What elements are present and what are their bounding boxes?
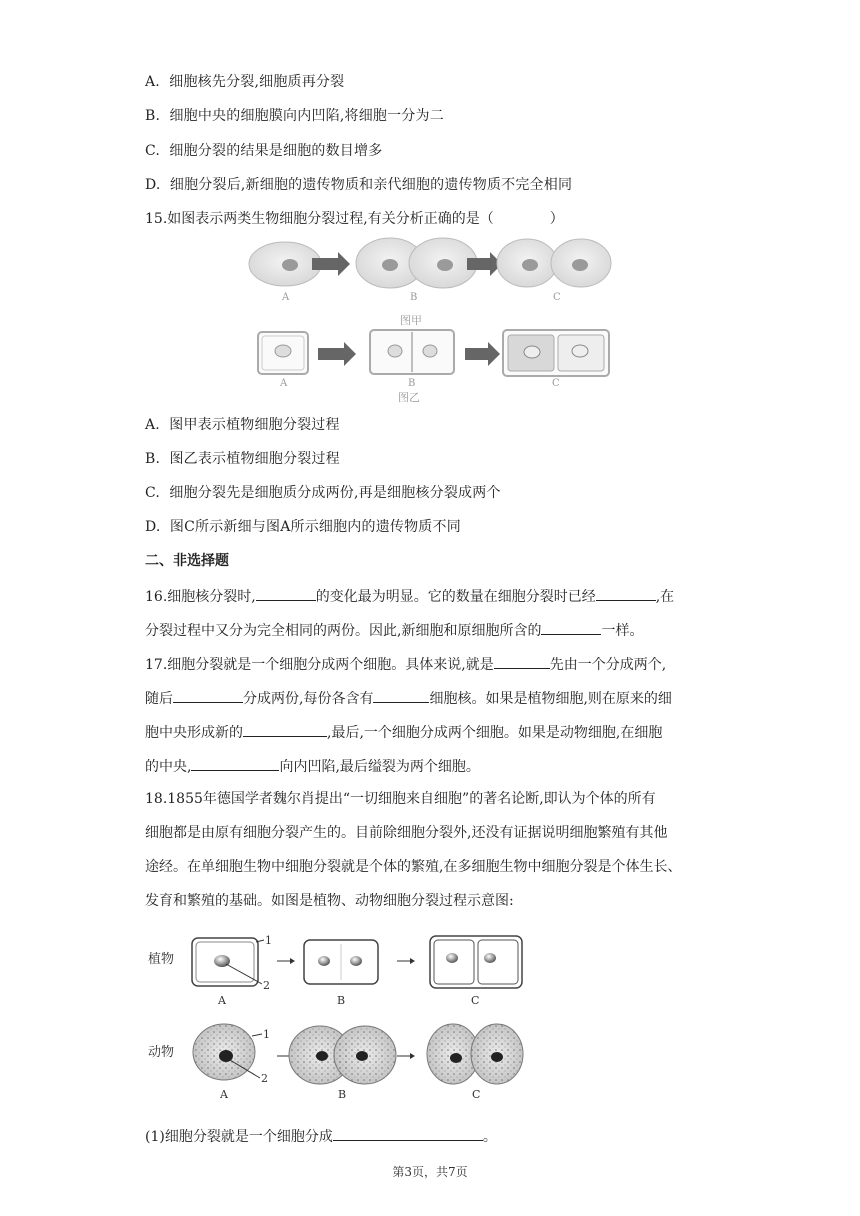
- text: 胞中央形成新的: [145, 725, 243, 741]
- option-text: 细胞分裂的结果是细胞的数目增多: [169, 143, 383, 159]
- option-text: 细胞分裂后,新细胞的遗传物质和亲代细胞的遗传物质不完全相同: [169, 177, 573, 193]
- q15-option-b: [145, 449, 340, 469]
- answer-blank[interactable]: [173, 687, 243, 703]
- text: ,在: [655, 589, 675, 605]
- nucleus: [437, 259, 453, 271]
- text: 细胞核。如果是植物细胞,则在原来的细: [429, 691, 672, 707]
- animal-label-c: C: [472, 1088, 481, 1101]
- plant-cell-c: [430, 936, 522, 988]
- q18-line-1: 18.1855年德国学者魏尔肖提出“一切细胞来自细胞”的著名论断,即认为个体的所有: [145, 791, 656, 807]
- q18-line-3: 途经。在单细胞生物中细胞分裂就是个体的繁殖,在多细胞生物中细胞分裂是个体生长、: [145, 859, 682, 875]
- text: 一样。: [601, 623, 644, 639]
- text: 的中央,: [145, 759, 192, 775]
- option-letter: C.: [145, 143, 161, 159]
- arrow-icon: [318, 342, 356, 366]
- text: 向内凹陷,最后缢裂为两个细胞。: [279, 759, 480, 775]
- answer-blank[interactable]: [541, 619, 601, 635]
- q16-line-1: [145, 585, 674, 607]
- q14-option-a: [145, 72, 344, 92]
- arrow-icon: [465, 342, 500, 366]
- nucleus: [316, 1051, 328, 1061]
- nucleus: [318, 956, 330, 966]
- nucleus: [350, 956, 362, 966]
- plant-label-a: A: [218, 994, 226, 1007]
- option-text: 图甲表示植物细胞分裂过程: [169, 417, 340, 433]
- q17-line-3: [145, 721, 662, 743]
- q14-option-b: [145, 106, 444, 126]
- answer-blank[interactable]: [243, 721, 327, 737]
- q15-row2-label-b: B: [408, 378, 416, 389]
- answer-blank[interactable]: [191, 755, 279, 771]
- q15-row1-label-c: C: [553, 292, 561, 303]
- option-text: 细胞分裂先是细胞质分成两份,再是细胞核分裂成两个: [169, 485, 501, 501]
- q15-row1-cells: [249, 238, 611, 288]
- nucleus: [356, 1051, 368, 1061]
- text: (1)细胞分裂就是一个细胞分成: [145, 1129, 333, 1145]
- option-text: 细胞中央的细胞膜向内凹陷,将细胞一分为二: [169, 108, 444, 124]
- page-footer: 第3页，共7页: [392, 1165, 468, 1179]
- label-2: 2: [263, 979, 270, 992]
- label-1: 1: [265, 934, 272, 947]
- option-text: 细胞核先分裂,细胞质再分裂: [169, 74, 345, 90]
- label-1: 1: [263, 1028, 270, 1041]
- option-letter: D.: [145, 177, 161, 193]
- answer-blank[interactable]: [373, 687, 429, 703]
- q15-figure: [240, 236, 620, 406]
- q18-sub-1: [145, 1125, 497, 1147]
- plant-label: 植物: [148, 952, 175, 967]
- animal-label: 动物: [148, 1045, 175, 1060]
- option-letter: A.: [145, 74, 160, 90]
- option-letter: C.: [145, 485, 161, 501]
- q15-row2-label-c: C: [552, 378, 560, 389]
- q15-option-c: [145, 483, 501, 503]
- text: 分成两份,每份各含有: [243, 691, 374, 707]
- arrow-head: [410, 1053, 415, 1059]
- text: 分裂过程中又分为完全相同的两份。因此,新细胞和原细胞所含的: [145, 623, 542, 639]
- option-letter: B.: [145, 108, 161, 124]
- q17-line-4: [145, 755, 480, 777]
- answer-blank[interactable]: [333, 1125, 483, 1141]
- animal-label-a: A: [220, 1088, 228, 1101]
- nucleus: [423, 345, 437, 357]
- answer-blank[interactable]: [596, 585, 656, 601]
- nucleus: [484, 953, 496, 963]
- nucleus: [282, 259, 298, 271]
- nucleus: [450, 1053, 462, 1063]
- text: 的变化最为明显。它的数量在细胞分裂时已经: [315, 589, 596, 605]
- q15-caption-yi: 图乙: [398, 391, 420, 404]
- text: 。: [482, 1129, 497, 1145]
- q18-line-4: 发育和繁殖的基础。如图是植物、动物细胞分裂过程示意图:: [145, 893, 514, 909]
- plant-label-c: C: [471, 994, 480, 1007]
- q15-option-a: [145, 415, 340, 435]
- label-2: 2: [261, 1072, 268, 1085]
- q14-option-d: [145, 175, 572, 195]
- pointer-line: [252, 1034, 262, 1036]
- answer-blank[interactable]: [494, 653, 550, 669]
- q15-row1-label-a: A: [282, 292, 290, 303]
- q16-line-2: [145, 619, 643, 641]
- nucleus: [491, 1052, 503, 1062]
- q15-stem: 15.如图表示两类生物细胞分裂过程,有关分析正确的是（ ）: [145, 211, 564, 227]
- arrow-head: [410, 958, 415, 964]
- plant-label-b: B: [337, 994, 346, 1007]
- q14-option-c: [145, 141, 382, 161]
- q15-row2-label-a: A: [280, 378, 288, 389]
- option-letter: D.: [145, 519, 161, 535]
- nucleus: [572, 259, 588, 271]
- text: ,最后,一个细胞分成两个细胞。如果是动物细胞,在细胞: [327, 725, 663, 741]
- nucleus: [382, 259, 398, 271]
- q15-caption-jia: 图甲: [400, 314, 422, 327]
- section-title: 二、非选择题: [145, 553, 229, 569]
- q15-row1-label-b: B: [410, 292, 418, 303]
- nucleus: [388, 345, 402, 357]
- q18-figure: [140, 928, 540, 1108]
- text: 16.细胞核分裂时,: [145, 589, 256, 605]
- q15-row2-cells: [258, 330, 609, 376]
- option-letter: B.: [145, 451, 161, 467]
- option-letter: A.: [145, 417, 160, 433]
- nucleus: [572, 345, 588, 357]
- nucleus: [275, 345, 291, 357]
- q18-line-2: 细胞都是由原有细胞分裂产生的。目前除细胞分裂外,还没有证据说明细胞繁殖有其他: [145, 825, 668, 841]
- animal-label-b: B: [338, 1088, 347, 1101]
- q17-line-1: [145, 653, 666, 675]
- text: 先由一个分成两个,: [549, 657, 667, 673]
- q15-option-d: [145, 517, 461, 537]
- q17-line-2: [145, 687, 672, 709]
- answer-blank[interactable]: [256, 585, 316, 601]
- arrow-head: [290, 958, 295, 964]
- nucleus: [522, 259, 538, 271]
- text: 随后: [145, 691, 173, 707]
- text: 17.细胞分裂就是一个细胞分成两个细胞。具体来说,就是: [145, 657, 494, 673]
- nucleus: [524, 346, 540, 358]
- option-text: 图乙表示植物细胞分裂过程: [169, 451, 340, 467]
- option-text: 图C所示新细与图A所示细胞内的遗传物质不同: [169, 519, 461, 535]
- nucleus: [446, 953, 458, 963]
